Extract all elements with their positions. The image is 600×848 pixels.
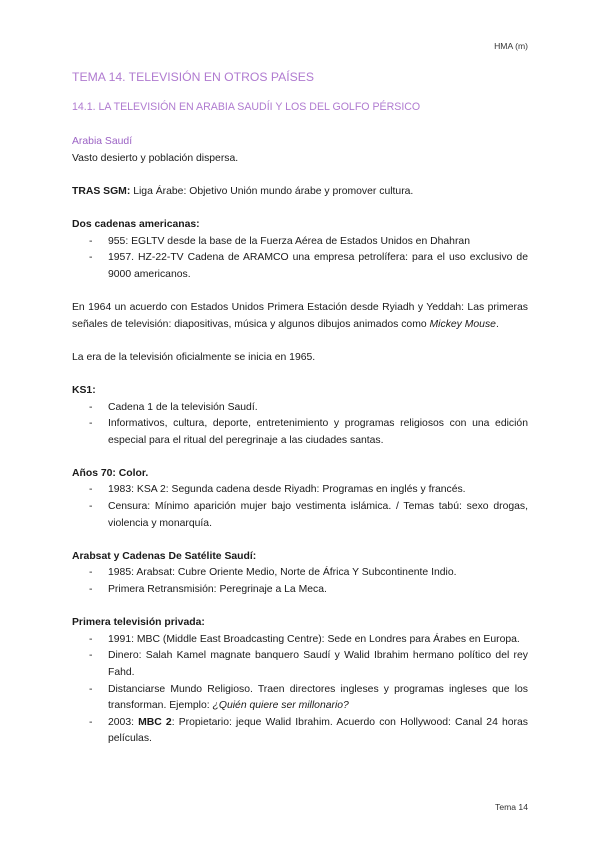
privada-list bbox=[72, 632, 528, 748]
ks1-heading: KS1: bbox=[72, 384, 96, 396]
ks1-list bbox=[72, 400, 528, 450]
chapter-title: TEMA 14. TELEVISIÓN EN OTROS PAÍSES bbox=[72, 70, 315, 84]
paragraph-1965: La era de la televisión oficialmente se inicia en 1965. bbox=[72, 351, 316, 363]
list-item: - Cadena 1 de la televisión Saudí. bbox=[89, 401, 258, 413]
document-body bbox=[72, 69, 528, 748]
arabia-heading: Arabia Saudí bbox=[72, 136, 133, 147]
arabsat-list bbox=[72, 565, 528, 598]
arabia-text: Vasto desierto y población dispersa. bbox=[72, 152, 239, 164]
list-item: - Primera Retransmisión: Peregrinaje a La Meca. bbox=[89, 584, 327, 596]
tras-paragraph bbox=[72, 184, 528, 201]
privada-heading: Primera televisión privada: bbox=[72, 617, 205, 629]
dos-cadenas-heading: Dos cadenas americanas: bbox=[72, 218, 200, 230]
arabsat-heading: Arabsat y Cadenas De Satélite Saudí: bbox=[72, 550, 257, 562]
anos70-list bbox=[72, 482, 528, 532]
page-header-code: HMA (m) bbox=[494, 41, 528, 51]
list-item: - 1991: MBC (Middle East Broadcasting Centre): Sede en Londres para Árabes en Europa. bbox=[89, 633, 520, 645]
list-item: - 1957. HZ-22-TV Cadena de ARAMCO una empresa petrolífera: para el uso exclusivo de 9000 americanos. bbox=[89, 252, 528, 280]
list-item: - 1985: Arabsat: Cubre Oriente Medio, Norte de África Y Subcontinente Indio. bbox=[89, 567, 457, 579]
list-item: - 2003: MBC 2: Propietario: jeque Walid Ibrahim. Acuerdo con Hollywood: Canal 24 horas películas. bbox=[89, 716, 528, 745]
tras-label: TRAS SGM: bbox=[72, 185, 131, 197]
anos70-heading: Años 70: Color. bbox=[72, 467, 149, 479]
list-item: - Dinero: Salah Kamel magnate banquero Saudí y Walid Ibrahim hermano político del rey Fahd. bbox=[89, 650, 528, 678]
list-item: - Censura: Mínimo aparición mujer bajo vestimenta islámica. / Temas tabú: sexo drogas, violencia y monarquía. bbox=[89, 501, 528, 529]
tras-text: Liga Árabe: Objetivo Unión mundo árabe y promover cultura. bbox=[130, 185, 414, 197]
list-item: - Informativos, cultura, deporte, entretenimiento y programas religiosos con una edición especial para el ritual del peregrinaje a las ciudades santas. bbox=[89, 418, 528, 446]
list-item: - Distanciarse Mundo Religioso. Traen directores ingleses y programas ingleses que los transforman. Ejemplo: ¿Quién quiere ser millonario? bbox=[89, 683, 528, 712]
list-item: - 1983: KSA 2: Segunda cadena desde Riyadh: Programas en inglés y francés. bbox=[89, 484, 466, 496]
dos-cadenas-list bbox=[72, 234, 528, 284]
list-item: - 955: EGLTV desde la base de la Fuerza Aérea de Estados Unidos en Dhahran bbox=[89, 235, 470, 247]
page-footer: Tema 14 bbox=[495, 802, 528, 812]
section-title: 14.1. LA TELEVISIÓN EN ARABIA SAUDÍI Y LOS DEL GOLFO PÉRSICO bbox=[72, 101, 421, 113]
paragraph-1964: En 1964 un acuerdo con Estados Unidos Primera Estación desde Ryiadh y Yeddah: Las primeras señales de televisión: diapositivas, música y algunos dibujos animados como Mickey Mouse. bbox=[72, 301, 528, 330]
